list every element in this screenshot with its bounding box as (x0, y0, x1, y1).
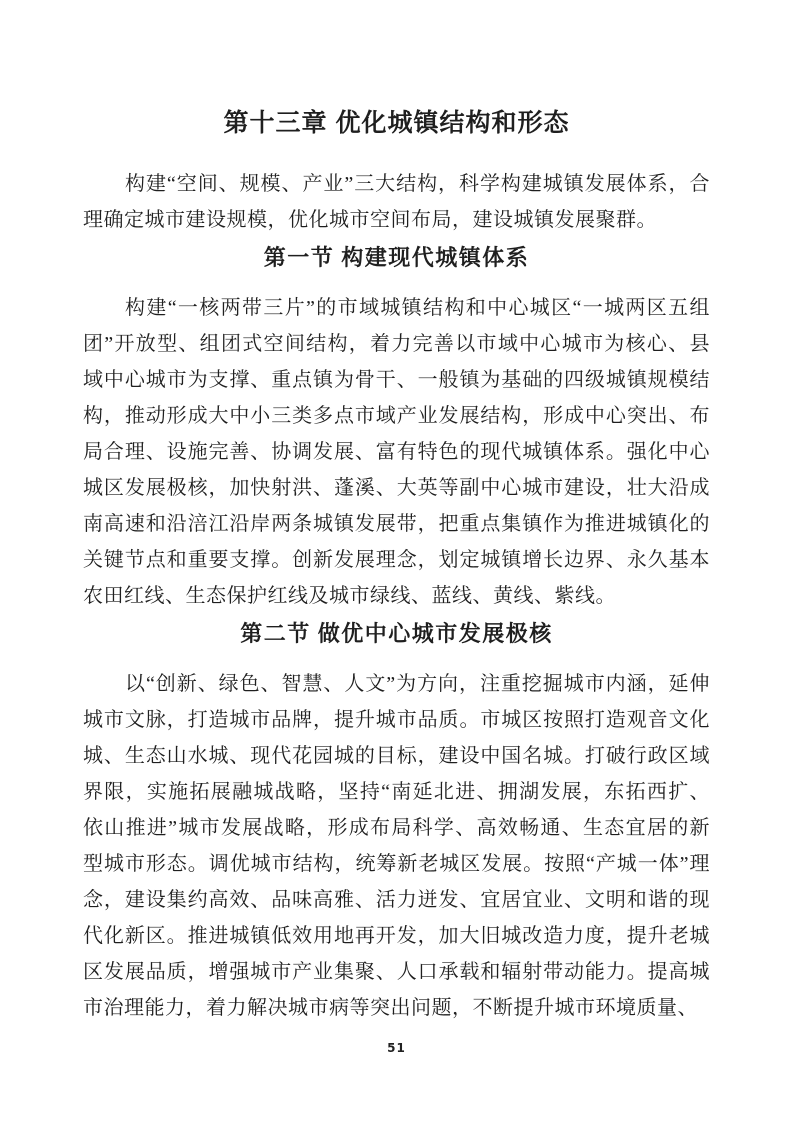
text-line: 构建“空间、规模、产业”三大结构，科学构建城镇发展体系，合 (125, 173, 710, 195)
intro-paragraph (83, 166, 710, 238)
text-line: 团”开放型、组团式空间结构，着力完善以市域中心城市为核心、县 (83, 333, 710, 355)
text-line: 城区发展极核，加快射洪、蓬溪、大英等副中心城市建设，壮大沿成 (83, 477, 710, 499)
text-line: 构，推动形成大中小三类多点市域产业发展结构，形成中心突出、布 (83, 405, 710, 427)
page-number: 51 (387, 1041, 406, 1055)
section-2-heading: 第二节 做优中心城市发展极核 (240, 621, 553, 646)
text-line: 代化新区。推进城镇低效用地再开发，加大旧城改造力度，提升老城 (83, 925, 710, 947)
text-line: 以“创新、绿色、智慧、人文”为方向，注重挖掘城市内涵，延伸 (125, 673, 710, 695)
text-line: 构建“一核两带三片”的市域城镇结构和中心城区“一城两区五组 (125, 297, 710, 319)
text-line: 区发展品质，增强城市产业集聚、人口承载和辐射带动能力。提高城 (83, 961, 710, 983)
text-line: 农田红线、生态保护红线及城市绿线、蓝线、黄线、紫线。 (83, 585, 616, 607)
text-line: 局合理、设施完善、协调发展、富有特色的现代城镇体系。强化中心 (83, 441, 710, 463)
text-line: 关键节点和重要支撑。创新发展理念，划定城镇增长边界、永久基本 (83, 549, 710, 571)
text-line: 界限，实施拓展融城战略，坚持“南延北进、拥湖发展，东拓西扩、 (83, 781, 710, 803)
text-line: 城市文脉，打造城市品牌，提升城市品质。市城区按照打造观音文化 (83, 709, 710, 731)
text-line: 市治理能力，着力解决城市病等突出问题，不断提升城市环境质量、 (83, 997, 698, 1019)
text-line: 念，建设集约高效、品味高雅、活力迸发、宜居宜业、文明和谐的现 (83, 889, 710, 911)
section-1-paragraph (83, 290, 710, 614)
chapter-title: 第十三章 优化城镇结构和形态 (223, 109, 570, 137)
text-line: 南高速和沿涪江沿岸两条城镇发展带，把重点集镇作为推进城镇化的 (83, 513, 710, 535)
section-1-heading: 第一节 构建现代城镇体系 (263, 245, 530, 270)
text-line: 理确定城市建设规模，优化城市空间布局，建设城镇发展聚群。 (83, 209, 657, 231)
text-line: 城、生态山水城、现代花园城的目标，建设中国名城。打破行政区域 (83, 745, 710, 767)
text-line: 域中心城市为支撑、重点镇为骨干、一般镇为基础的四级城镇规模结 (83, 369, 710, 391)
section-2-paragraph (83, 666, 710, 1026)
text-line: 型城市形态。调优城市结构，统筹新老城区发展。按照“产城一体”理 (83, 853, 710, 875)
text-line: 依山推进”城市发展战略，形成布局科学、高效畅通、生态宜居的新 (83, 817, 710, 839)
